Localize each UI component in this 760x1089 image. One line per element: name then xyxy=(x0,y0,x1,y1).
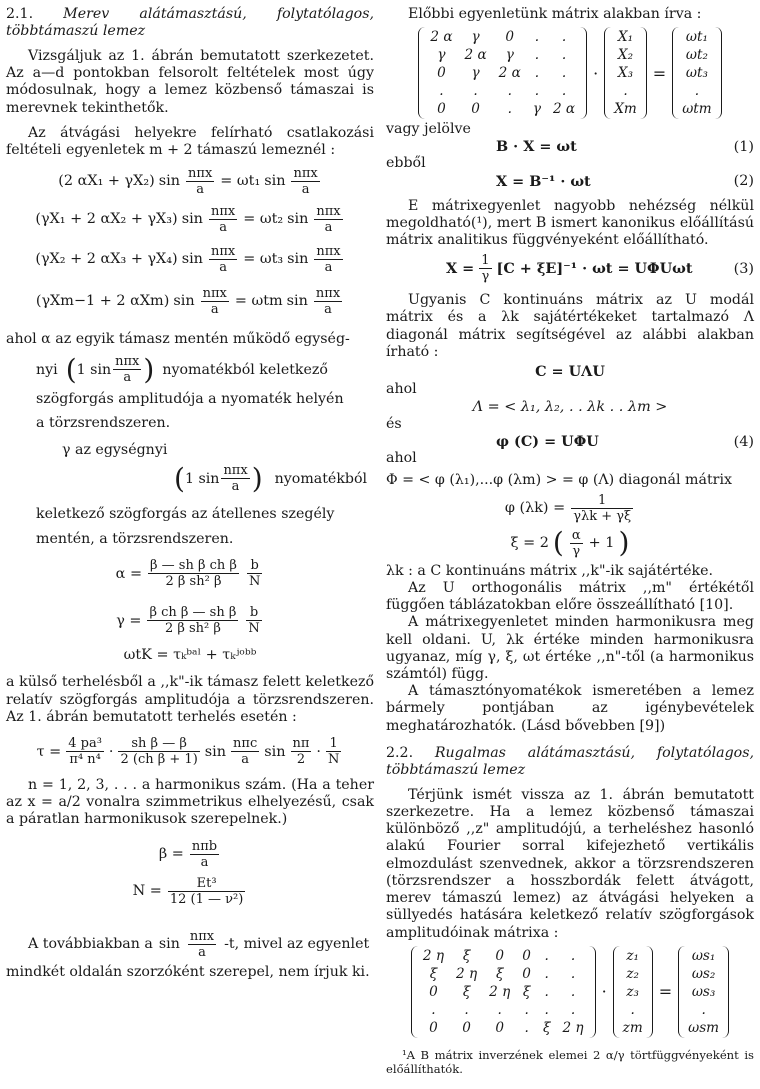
paragraph-moments: A támasztónyomatékok ismeretében a lemez bármely pontjában az igénybevételek meghatározhatók. (Lásd bővebben [9]) xyxy=(386,683,754,734)
fraction-den: 2 β sh² β xyxy=(164,621,221,637)
matrix-cell: Xm xyxy=(614,101,637,118)
moment-expression: ( 1 sin $\frac{\text{nπx}}{a}$ ) xyxy=(65,352,155,386)
fraction xyxy=(246,605,261,636)
fraction xyxy=(118,736,199,767)
text-line: mentén, a törzsrendszeren. xyxy=(36,531,234,548)
equation-rhs: = ωt₁ xyxy=(220,173,261,190)
matrix-cell: 0 xyxy=(505,29,515,46)
fraction-den: a xyxy=(324,259,333,275)
matrix-cell: . xyxy=(570,947,576,964)
fraction xyxy=(570,528,583,559)
fraction xyxy=(291,166,319,197)
paragraph-elastic: Térjünk ismét vissza az 1. ábrán bemutatott szerkezetre. Ha a lemez közbenső támaszai különböző ,,z" amplitudójú, a terheléshez hasonló alakú Fourier sorral kifejezhető vertikális elmozdulást szenvednek, akkor a törzsrendszeren (törzsrendszer a hosszbordák felett átvágott, merev támaszú lemez) az átvágási helyeken a süllyedés hatására keletkező relatív szögforgások amplitudóinak mátrixa : xyxy=(386,786,754,941)
fraction-num: β — sh β ch β xyxy=(150,558,237,574)
matrix-cell: . xyxy=(561,29,567,46)
fraction xyxy=(147,605,238,636)
matrix-cell: 2 η xyxy=(489,983,511,1000)
matrix-cell: 0 xyxy=(429,1019,438,1036)
paragraph-orthogonal: Az U orthogonális mátrix ,,m" értékétől függően táblázatokban előre összeállítható [10]. xyxy=(386,580,754,614)
fraction xyxy=(190,839,219,870)
vector-table xyxy=(678,28,715,118)
fraction xyxy=(209,204,237,235)
fraction-den: N xyxy=(248,574,261,590)
equation-rhs: = ωtm xyxy=(234,293,283,310)
matrix-cell: ωs₂ xyxy=(691,965,716,982)
equation-number: (1) xyxy=(733,138,754,155)
equation-lhs: (γXm−1 + 2 αXm) xyxy=(35,293,170,310)
equation-system xyxy=(6,163,374,323)
fraction xyxy=(113,354,141,385)
sin-label: sin xyxy=(173,293,195,310)
fraction xyxy=(314,204,342,235)
fraction-den: 12 (1 — ν²) xyxy=(169,891,244,907)
fraction xyxy=(188,929,216,960)
fraction-den: N xyxy=(248,621,260,637)
vector-omega-s xyxy=(678,946,729,1038)
left-column xyxy=(6,6,374,981)
fraction-den: a xyxy=(123,370,132,386)
equation-4 xyxy=(386,433,754,450)
text-line: keletkező szögforgás az átellenes szegély xyxy=(36,506,335,523)
matrix-cell: ξ xyxy=(429,965,438,982)
fraction-num: Et³ xyxy=(168,876,245,892)
fraction-num: b xyxy=(247,558,262,574)
matrix-cell: 0 xyxy=(429,983,438,1000)
sin-label: sin xyxy=(264,743,286,760)
matrix-equation: 2 α γ 0 . . γ 2 α γ . . 0 γ 2 α . . . . . . . 0 0 . γ 2 α · X₁ X₂ X₃ . Xm = ωt₁ ωt₂ ωt₃ . ωtm xyxy=(386,27,754,119)
fraction-den: a xyxy=(196,181,205,197)
text-fragment: 1 sin xyxy=(76,361,112,378)
matrix-cell: z₂ xyxy=(626,965,639,982)
matrix-cell: . xyxy=(439,83,444,100)
matrix-cell: 2 α xyxy=(498,65,521,82)
fraction-den: π⁴ n⁴ xyxy=(69,752,101,768)
matrix-cell: ωt₂ xyxy=(685,47,708,64)
fraction-den: 2 xyxy=(296,752,306,768)
text-fragment: A továbbiakban a xyxy=(28,936,153,953)
text-fragment: 1 sin xyxy=(184,470,220,487)
sin-label: sin xyxy=(181,211,203,228)
alpha-def-line xyxy=(36,354,374,385)
right-column xyxy=(386,6,754,1076)
fraction-num: nπx xyxy=(189,928,215,944)
matrix-table xyxy=(417,947,590,1037)
vector-table xyxy=(610,28,641,118)
section-title: Merev alátámasztású, folytatólagos, többtámaszú lemez xyxy=(6,6,374,39)
text-line: ebből xyxy=(386,155,426,172)
fraction-num: 4 pa³ xyxy=(68,736,102,752)
matrix-row xyxy=(424,28,581,46)
fraction-den: a xyxy=(219,259,227,275)
matrix-cell: . xyxy=(544,947,549,964)
section-heading-2-2 xyxy=(386,745,754,779)
matrix-row xyxy=(678,46,715,64)
matrix-cell: γ xyxy=(471,65,480,82)
text-line: szögforgás amplitudója a nyomaték helyén xyxy=(36,391,344,408)
paragraph-matrix-form: Előbbi egyenletünk mátrix alakban írva : xyxy=(408,6,702,22)
matrix-cell: . xyxy=(524,1001,529,1018)
text-line: ahol xyxy=(386,381,417,398)
matrix-row xyxy=(417,983,590,1001)
fraction-num: nπx xyxy=(293,165,318,181)
fraction-den: γ xyxy=(572,543,581,559)
matrix-cell: 0 xyxy=(437,65,446,82)
matrix-cell: . xyxy=(507,83,512,100)
matrix-cell: 0 xyxy=(495,947,505,964)
matrix-cell: z₃ xyxy=(626,983,639,1000)
matrix-cell: . xyxy=(694,83,700,100)
matrix-cell: zm xyxy=(622,1019,643,1036)
vector-X xyxy=(604,27,647,119)
equation-row xyxy=(6,279,374,323)
fraction-den: a xyxy=(198,944,206,960)
matrix-cell: ξ xyxy=(462,947,471,964)
matrix-row xyxy=(424,100,581,118)
fraction-den: 2 β sh² β xyxy=(165,574,222,590)
matrix-cell: ωsm xyxy=(688,1019,720,1036)
paragraph-conditions: Az átvágási helyekre felírható csatlakozási feltételi egyenletek m + 2 támaszú lemeznél : xyxy=(6,124,374,159)
matrix-cell: . xyxy=(701,1001,706,1018)
matrix-cell: 2 η xyxy=(422,947,445,964)
matrix-cell: . xyxy=(570,965,576,982)
paragraph-intro: Vizsgáljuk az 1. ábrán bemutatott szerkezetet. Az a—d pontokban felsorolt feltételek most úgy módosulnak, hogy a lemez közbenső támaszai is merevnek tekinthetők. xyxy=(6,48,374,116)
fraction-den: a xyxy=(324,301,332,317)
equation-lhs: (γX₁ + 2 αX₂ + γX₃) xyxy=(35,211,178,228)
matrix-row xyxy=(610,82,641,100)
fraction-den: γλk + γξ xyxy=(573,508,632,524)
matrix-row xyxy=(424,82,581,100)
matrix-row xyxy=(684,1001,723,1019)
sin-label: sin xyxy=(287,211,309,228)
fraction-den: N xyxy=(328,752,340,768)
sin-label: sin xyxy=(158,173,181,190)
matrix-equation-2: 2 η ξ 0 0 . . ξ 2 η ξ 0 . . 0 ξ 2 η ξ . . . . . . . . 0 0 0 . ξ 2 η · z₁ z₂ z₃ . zm = ωs₁ ωs₂ ωs₃ . ωsm xyxy=(386,946,754,1038)
fraction xyxy=(247,558,262,589)
text-fragment: nyomatékból keletkező xyxy=(162,361,328,378)
matrix-cell: z₁ xyxy=(626,947,639,964)
fraction xyxy=(314,286,342,317)
fraction xyxy=(231,736,259,767)
equation-lhs: (2 αX₁ + γX₂) xyxy=(58,173,155,190)
text-fragment: nyomatékból xyxy=(274,470,368,487)
equation-rhs: = ωt₂ xyxy=(243,211,284,228)
matrix-cell: ξ xyxy=(495,965,504,982)
equation-number: (3) xyxy=(733,260,754,277)
fraction-den: a xyxy=(200,854,209,870)
matrix-cell: ξ xyxy=(542,1019,551,1036)
sin-label: sin xyxy=(264,173,286,190)
fraction-den: a xyxy=(324,219,333,235)
equation-lhs: (γX₂ + 2 αX₃ + γX₄) xyxy=(35,251,178,268)
matrix-row xyxy=(424,64,581,82)
fraction-num: 1 xyxy=(481,253,490,269)
sin-label: sin xyxy=(181,251,203,268)
vector-table xyxy=(684,947,723,1037)
fraction-num: sh β — β xyxy=(118,736,199,752)
matrix-cell: 0 xyxy=(471,101,480,118)
fraction-den: a xyxy=(219,219,227,235)
matrix-cell: . xyxy=(623,83,628,100)
equation-lhs: X = xyxy=(446,260,475,278)
fraction-num: 1 xyxy=(326,736,341,752)
matrix-cell: . xyxy=(544,965,549,982)
fraction-num: nπx xyxy=(223,463,248,479)
gamma-def-line xyxy=(174,463,374,494)
matrix-row xyxy=(678,28,715,46)
matrix-cell: ξ xyxy=(462,983,471,1000)
matrix-cell: . xyxy=(544,983,549,1000)
text-line: és xyxy=(386,416,402,433)
matrix-cell: 0 xyxy=(495,1019,505,1036)
matrix-eta xyxy=(411,946,596,1038)
matrix-cell: . xyxy=(534,83,540,100)
fraction-den: a xyxy=(231,479,240,495)
fraction-num: nπx xyxy=(315,285,341,301)
matrix-row xyxy=(678,100,715,118)
matrix-cell: . xyxy=(544,1001,549,1018)
equation-phi-k xyxy=(386,493,754,524)
matrix-cell: . xyxy=(497,1001,502,1018)
footnote: ¹A B mátrix inverzének elemei 2 α/γ törtfüggvényeként is előállíthatók. xyxy=(386,1047,754,1076)
matrix-row xyxy=(610,28,641,46)
equation-xi: ξ = 2 ( $\frac{\alpha}{\gamma}$ + 1 ) xyxy=(510,526,630,560)
matrix-row xyxy=(610,64,641,82)
matrix-cell: . xyxy=(570,983,576,1000)
beta-equation xyxy=(6,839,374,870)
omega-equation: ωtK = τₖᵇᵃˡ + τₖʲᵒᵇᵇ xyxy=(123,647,257,664)
fraction-num: 1 xyxy=(571,493,633,509)
fraction xyxy=(66,736,104,767)
fraction xyxy=(209,244,237,275)
equation-Phi: Φ = < φ (λ₁),...φ (λm) > = φ (Λ) diagonál mátrix xyxy=(386,471,732,488)
section-number: 2.2. xyxy=(386,744,414,761)
vector-table xyxy=(619,947,647,1037)
matrix-row xyxy=(619,965,647,983)
fraction xyxy=(326,736,341,767)
sin-label: sin xyxy=(286,293,308,310)
fraction xyxy=(148,558,239,589)
paragraph-harmonic: n = 1, 2, 3, . . . a harmonikus szám. (Ha a teher az x = a/2 vonalra szimmetrikus elhelyezésű, csak a páratlan harmonikusok szerepelnek.) xyxy=(6,777,374,828)
fraction xyxy=(314,244,342,275)
matrix-B xyxy=(418,27,587,119)
equation-rhs: [C + ξE]⁻¹ · ωt = UΦUωt xyxy=(496,260,693,278)
matrix-cell: . xyxy=(534,47,540,64)
fraction xyxy=(221,463,249,494)
matrix-row xyxy=(684,947,723,965)
matrix-row xyxy=(684,965,723,983)
matrix-cell: ωtm xyxy=(682,101,712,118)
matrix-cell: 2 α xyxy=(430,29,453,46)
fraction-num: nπx xyxy=(210,243,236,259)
equation-text: X = B⁻¹ · ωt xyxy=(496,172,591,190)
matrix-cell: γ xyxy=(471,29,480,46)
matrix-row xyxy=(684,1019,723,1037)
fraction-den: a xyxy=(210,301,219,317)
paragraph-alpha-def: ahol α az egyik támasz mentén működő egység- xyxy=(6,331,350,348)
fraction xyxy=(291,736,312,767)
fraction-den: a xyxy=(301,181,310,197)
matrix-cell: 0 xyxy=(462,1019,471,1036)
matrix-row xyxy=(417,947,590,965)
fraction-den: a xyxy=(241,752,250,768)
fraction xyxy=(571,493,633,524)
matrix-row xyxy=(610,100,641,118)
matrix-cell: . xyxy=(561,65,567,82)
equation-Lambda: Λ = < λ₁, λ₂, . . λk . . λm > xyxy=(472,399,668,416)
equation-3 xyxy=(386,253,754,284)
matrix-row xyxy=(678,82,715,100)
matrix-cell: ωs₃ xyxy=(691,983,716,1000)
equation-rhs: = ωt₃ xyxy=(243,251,284,268)
fraction xyxy=(186,166,214,197)
equation-lhs: τ = xyxy=(36,743,62,760)
fraction-num: nπx xyxy=(316,203,341,219)
matrix-row xyxy=(619,1019,647,1037)
equation-row xyxy=(6,163,374,199)
matrix-cell: γ xyxy=(532,101,541,118)
equation-row xyxy=(6,239,374,279)
text-line: ahol xyxy=(386,450,417,467)
equation-lhs: φ (λk) = xyxy=(504,500,566,517)
N-equation xyxy=(6,876,374,907)
matrix-cell: . xyxy=(630,1001,635,1018)
matrix-row xyxy=(610,46,641,64)
section-number: 2.1. xyxy=(6,6,34,22)
matrix-cell: 2 α xyxy=(552,101,576,118)
matrix-cell: . xyxy=(534,65,540,82)
equation-row xyxy=(6,199,374,239)
equation-number: (4) xyxy=(733,433,754,450)
tau-equation: τ = $\frac{\text{4 pa³}}{\text{π⁴ n⁴}}$ · $\frac{\text{sh β — β}}{\text{2 (ch β + 1)}}$ sin $\frac{\text{nπc}}{a}$ sin $\frac{n\pi}{2}$ · $\frac{1}{N}$ xyxy=(36,736,340,768)
equation-lhs: α = xyxy=(115,565,143,582)
matrix-cell: γ xyxy=(505,47,514,64)
text-line: a törzsrendszeren. xyxy=(36,414,171,431)
matrix-cell: ωs₁ xyxy=(691,947,716,964)
fraction-num: nπx xyxy=(115,354,140,370)
matrix-row xyxy=(619,947,647,965)
fraction xyxy=(201,286,229,317)
section-title: Rugalmas alátámasztású, folytatólagos, többtámaszú lemez xyxy=(386,744,754,778)
matrix-row xyxy=(684,983,723,1001)
fraction-num: nπx xyxy=(202,285,227,301)
section-heading-2-1 xyxy=(6,6,374,40)
matrix-row xyxy=(619,983,647,1001)
matrix-cell: X₁ xyxy=(617,29,634,46)
fraction-num: nπx xyxy=(210,203,236,219)
matrix-row xyxy=(424,46,581,64)
equation-2 xyxy=(386,173,754,190)
matrix-cell: γ xyxy=(437,47,446,64)
gamma-equation xyxy=(6,605,374,636)
equation-lhs: ξ = 2 xyxy=(510,535,549,552)
matrix-cell: 2 η xyxy=(456,965,478,982)
fraction-num: nπx xyxy=(316,243,341,259)
matrix-cell: . xyxy=(524,1019,529,1036)
fraction xyxy=(479,253,491,284)
matrix-cell: 0 xyxy=(522,965,531,982)
moment-expression: ( 1 sin $\frac{\text{nπx}}{a}$ ) xyxy=(174,461,263,495)
sin-label: sin xyxy=(287,251,309,268)
paragraph-harmonics: A mátrixegyenletet minden harmonikusra meg kell oldani. U, λk értéke minden harmonikusra ugyanaz, míg γ, ξ, ωt értéke ,,n"-től (a harmonikus számtól) függ. xyxy=(386,614,754,683)
sin-label: sin xyxy=(158,936,180,953)
matrix-cell: ωt₁ xyxy=(685,29,708,46)
paragraph-solution: E mátrixegyenlet nagyobb nehézség nélkül megoldható(¹), mert B ismert kanonikus előállítású mátrix analitikus függvényeként előállítható. xyxy=(386,197,754,249)
fraction-num: β ch β — sh β xyxy=(149,605,237,621)
matrix-cell: . xyxy=(561,83,567,100)
final-line xyxy=(28,929,374,960)
fraction xyxy=(168,876,245,907)
matrix-cell: X₂ xyxy=(617,47,634,64)
sin-label: sin xyxy=(204,743,227,760)
paragraph-load: a külső terhelésből a ,,k"-ik támasz felett keletkező relatív szögforgás amplitudója a törzsrendszeren. Az 1. ábrán bemutatott terhelés esetén : xyxy=(6,674,374,725)
equation-lhs: β = xyxy=(158,846,184,863)
matrix-row xyxy=(619,1001,647,1019)
equation-lhs: N = xyxy=(132,883,162,900)
matrix-row xyxy=(417,1001,590,1019)
alpha-equation xyxy=(6,558,374,589)
matrix-cell: 2 η xyxy=(562,1019,584,1036)
fraction-den: γ xyxy=(481,269,490,285)
text-fragment: nyi xyxy=(36,361,58,378)
vector-omega xyxy=(672,27,721,119)
matrix-cell: . xyxy=(507,101,512,118)
text-line: vagy jelölve xyxy=(386,121,471,138)
matrix-row xyxy=(678,64,715,82)
equation-rhs: + 1 xyxy=(588,535,615,552)
matrix-row xyxy=(417,965,590,983)
matrix-cell: . xyxy=(464,1001,469,1018)
matrix-row xyxy=(417,1019,590,1037)
text-fragment: -t, mivel az egyenlet xyxy=(224,936,370,953)
equation-lhs: γ = xyxy=(116,612,142,629)
vector-z xyxy=(613,946,653,1038)
equation-number: (2) xyxy=(733,173,754,190)
text-line: mindkét oldalán szorzóként szerepel, nem írjuk ki. xyxy=(6,963,370,980)
matrix-cell: 2 α xyxy=(464,47,487,64)
equation-text: B · X = ωt xyxy=(496,138,577,156)
paragraph-gamma-def: γ az egységnyi xyxy=(62,441,168,458)
matrix-cell: ξ xyxy=(522,983,531,1000)
matrix-cell: . xyxy=(473,83,478,100)
matrix-cell: 0 xyxy=(437,101,446,118)
equation-text: φ (C) = UΦU xyxy=(496,433,599,451)
text-line: λk : a C kontinuáns mátrix ,,k"-ik sajátértéke. xyxy=(386,562,713,579)
matrix-cell: . xyxy=(570,1001,576,1018)
fraction-den: 2 (ch β + 1) xyxy=(120,752,198,768)
matrix-cell: . xyxy=(431,1001,436,1018)
fraction-num: α xyxy=(571,527,581,543)
matrix-cell: . xyxy=(561,47,567,64)
fraction-num: b xyxy=(246,605,261,621)
matrix-cell: ωt₃ xyxy=(685,65,708,82)
equation-C: C = UΛU xyxy=(535,363,605,381)
fraction-num: nπx xyxy=(188,165,213,181)
matrix-cell: 0 xyxy=(522,947,531,964)
matrix-cell: X₃ xyxy=(617,65,634,82)
equation-1 xyxy=(386,138,754,155)
matrix-cell: . xyxy=(534,29,540,46)
fraction-num: nπ xyxy=(292,736,310,752)
paragraph-continuant: Ugyanis C kontinuáns mátrix az U modál mátrix és a λk sajátértékeket tartalmazó Λ diagonál mátrix segítségével az alábbi alakban írható : xyxy=(386,292,754,360)
matrix-table xyxy=(424,28,581,118)
fraction-num: nπc xyxy=(233,736,258,752)
fraction-num: nπb xyxy=(191,838,218,854)
